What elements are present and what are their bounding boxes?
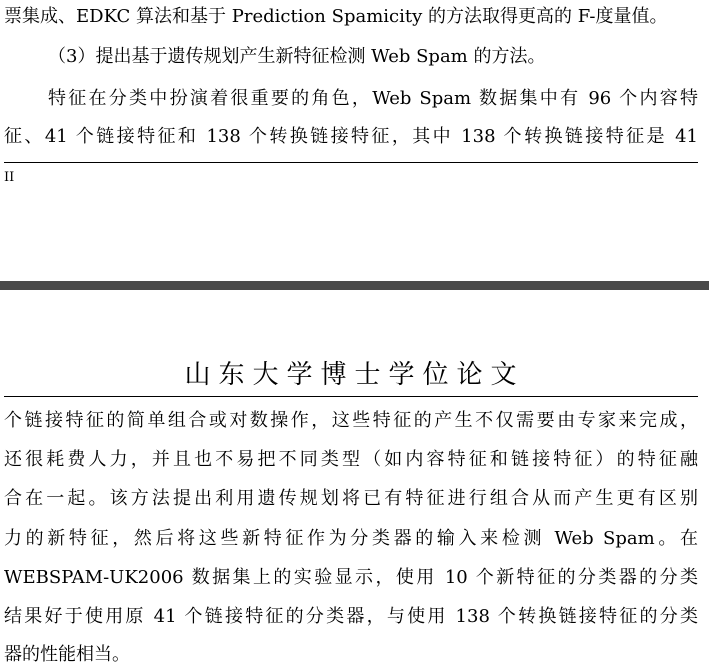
text-line-2: （3）提出基于遗传规划产生新特征检测 Web Spam 的方法。 (48, 46, 546, 67)
text-line-3: 特征在分类中扮演着很重要的角色，Web Spam 数据集中有 96 个内容特 (48, 88, 698, 109)
footer-rule (4, 162, 698, 163)
body-line-7: 器的性能相当。 (4, 644, 130, 665)
body-line-2: 还很耗费人力，并且也不易把不同类型（如内容特征和链接特征）的特征融 (4, 449, 698, 470)
body-line-4: 力的新特征，然后将这些新特征作为分类器的输入来检测 Web Spam。在 (4, 528, 698, 549)
bottom-page (0, 290, 709, 670)
top-page (0, 0, 709, 281)
page-number: II (4, 170, 15, 185)
text-line-4: 征、41 个链接特征和 138 个转换链接特征，其中 138 个转换链接特征是 41 (4, 126, 698, 147)
body-line-6: 结果好于使用原 41 个链接特征的分类器，与使用 138 个转换链接特征的分类 (4, 606, 698, 627)
page-separator (0, 281, 709, 290)
body-line-3: 合在一起。该方法提出利用遗传规划将已有特征进行组合从而产生更有区别 (4, 488, 698, 509)
running-header-title: 山东大学博士学位论文 (184, 360, 525, 390)
body-line-5: WEBSPAM-UK2006 数据集上的实验显示，使用 10 个新特征的分类器的分类 (4, 567, 698, 588)
text-line-1: 票集成、EDKC 算法和基于 Prediction Spamicity 的方法取得更高的 F-度量值。 (4, 6, 668, 27)
body-line-1: 个链接特征的简单组合或对数操作，这些特征的产生不仅需要由专家来完成， (4, 410, 698, 431)
header-rule (4, 396, 698, 397)
